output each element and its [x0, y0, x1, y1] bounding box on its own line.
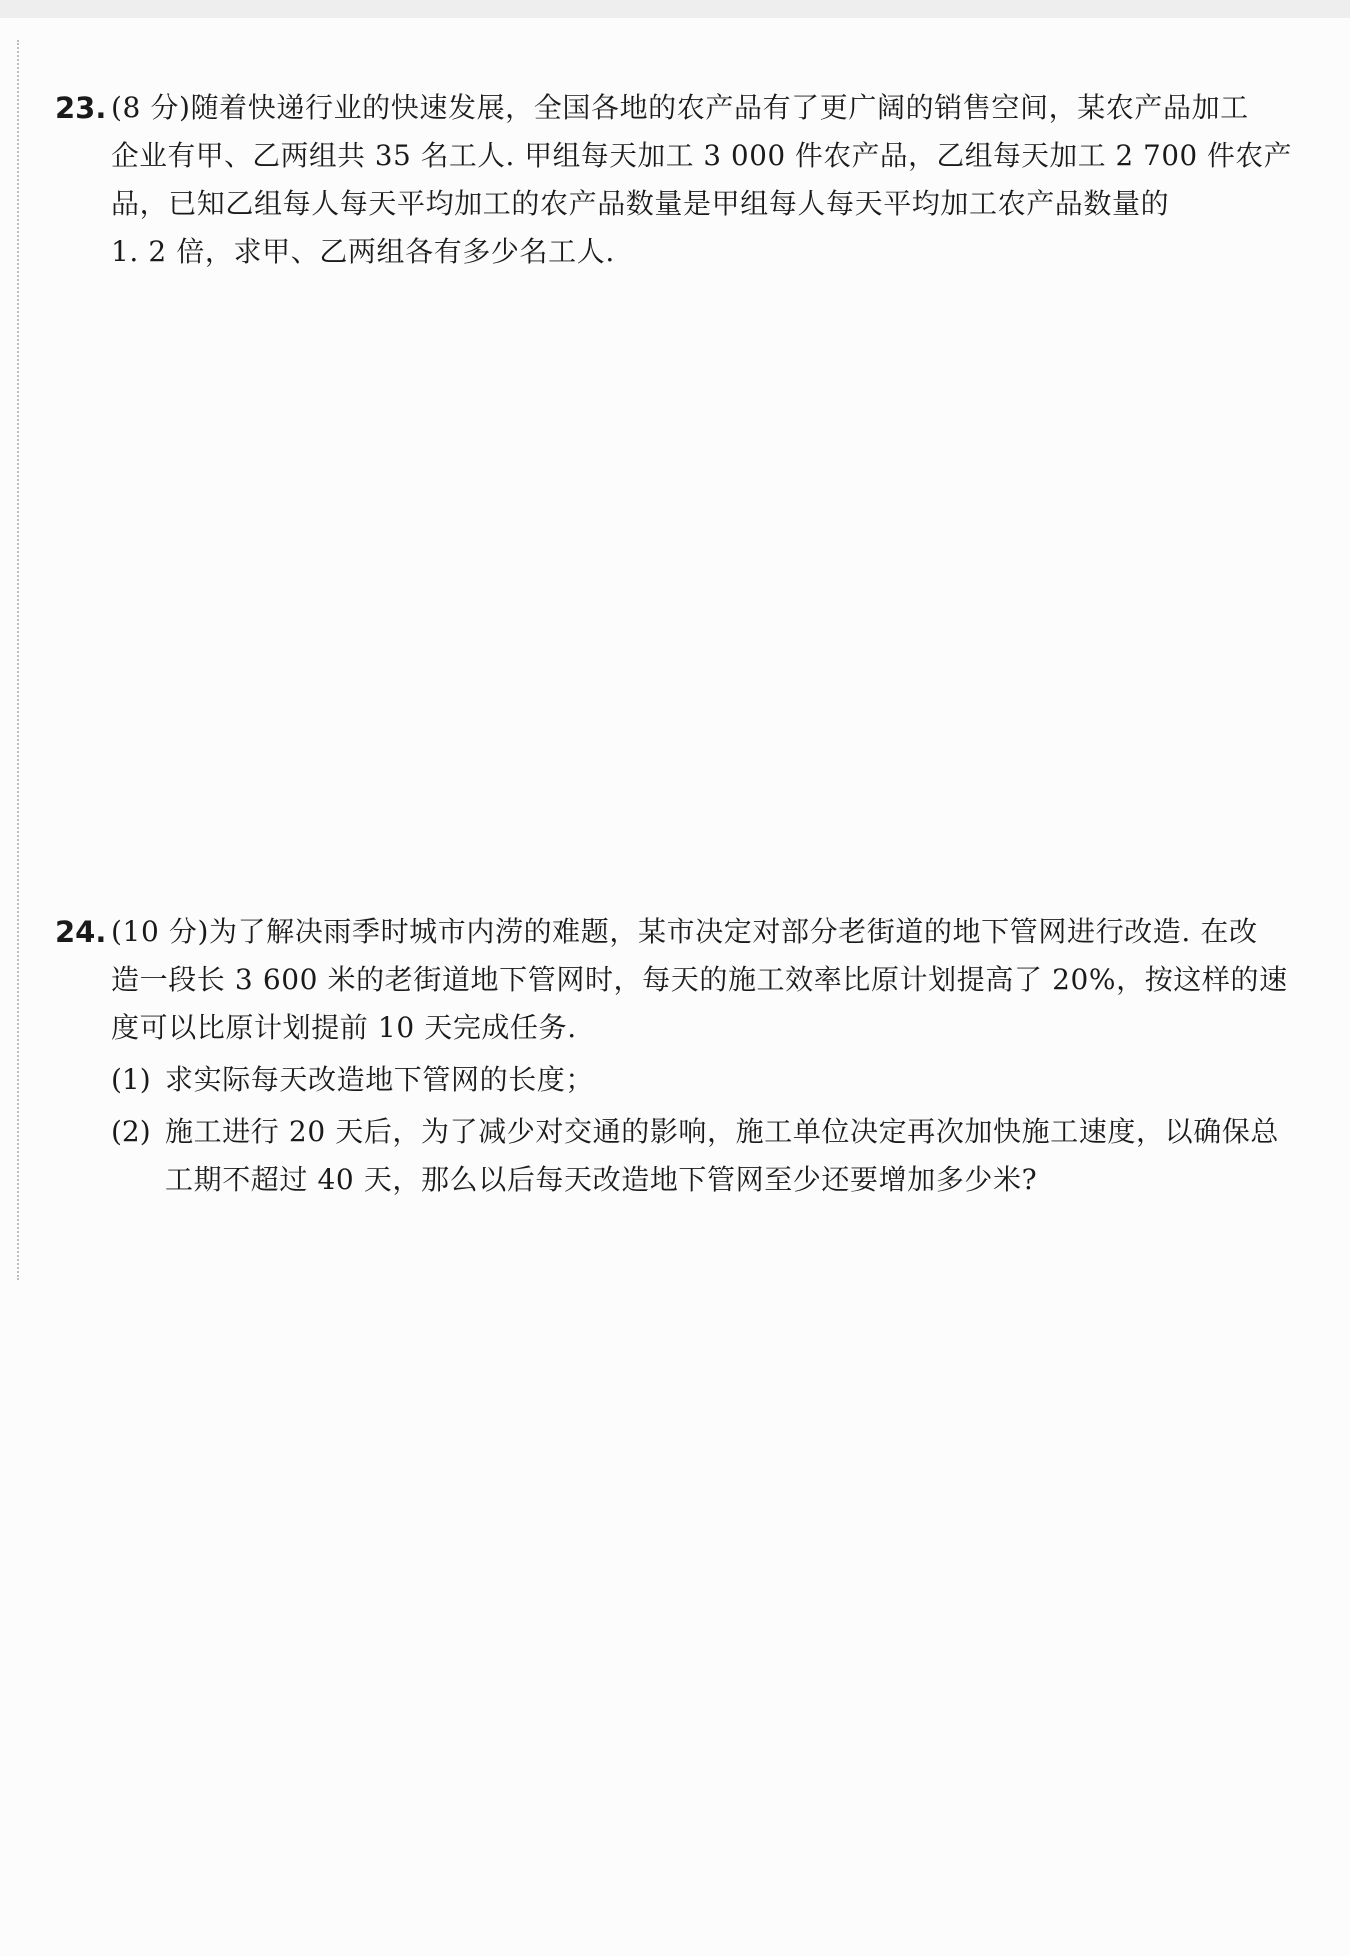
subquestion-text-line: 工期不超过 40 天，那么以后每天改造地下管网至少还要增加多少米?	[165, 1163, 1038, 1196]
subquestion-text-line: 施工进行 20 天后，为了减少对交通的影响，施工单位决定再次加快施工速度，以确保总	[165, 1115, 1280, 1148]
question-text-line: 度可以比原计划提前 10 天完成任务.	[111, 1011, 577, 1044]
subquestion-label: (2)	[111, 1115, 151, 1148]
subquestion-label: (1)	[111, 1063, 151, 1096]
question-text-line: (8 分)随着快递行业的快速发展，全国各地的农产品有了更广阔的销售空间，某农产品加工	[111, 91, 1249, 124]
question-text-line: (10 分)为了解决雨季时城市内涝的难题，某市决定对部分老街道的地下管网进行改造. 在改	[111, 915, 1258, 948]
question-text-line: 1. 2 倍，求甲、乙两组各有多少名工人.	[111, 235, 615, 268]
binding-dotted-line	[17, 40, 19, 1280]
question-text-line: 品，已知乙组每人每天平均加工的农产品数量是甲组每人每天平均加工农产品数量的	[111, 187, 1170, 220]
question-text-line: 企业有甲、乙两组共 35 名工人. 甲组每天加工 3 000 件农产品，乙组每天加工 2 700 件农产	[111, 139, 1292, 172]
question-number: 23.	[55, 91, 107, 125]
question-text-line: 造一段长 3 600 米的老街道地下管网时，每天的施工效率比原计划提高了 20%，按这样的速	[111, 963, 1288, 996]
question-number: 24.	[55, 915, 107, 949]
subquestion-text-line: 求实际每天改造地下管网的长度；	[165, 1063, 595, 1096]
page-top-band	[0, 0, 1350, 18]
